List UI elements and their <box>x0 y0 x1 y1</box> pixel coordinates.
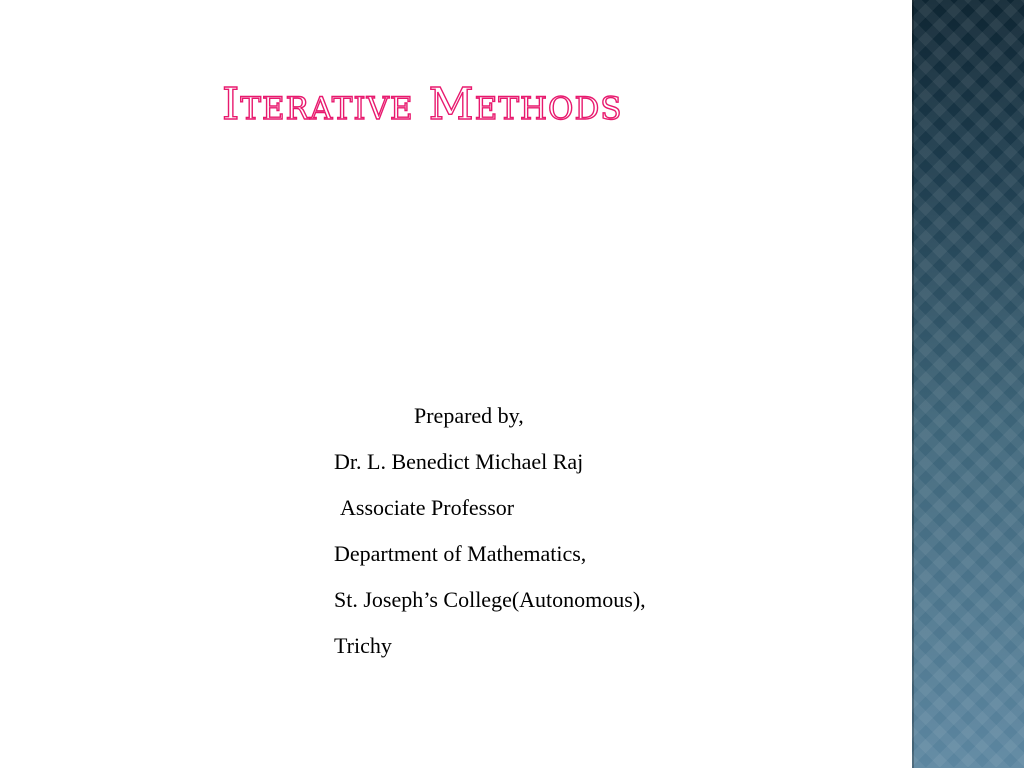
author-city: Trichy <box>334 633 392 658</box>
author-position: Associate Professor <box>340 495 515 520</box>
author-college: St. Joseph’s College(Autonomous), <box>334 587 646 612</box>
prepared-by-label: Prepared by, <box>414 403 524 428</box>
author-department: Department of Mathematics, <box>334 541 587 566</box>
author-name: Dr. L. Benedict Michael Raj <box>334 449 584 474</box>
decorative-side-panel <box>912 0 1024 768</box>
slide-title: Iterative Methods <box>222 79 623 130</box>
